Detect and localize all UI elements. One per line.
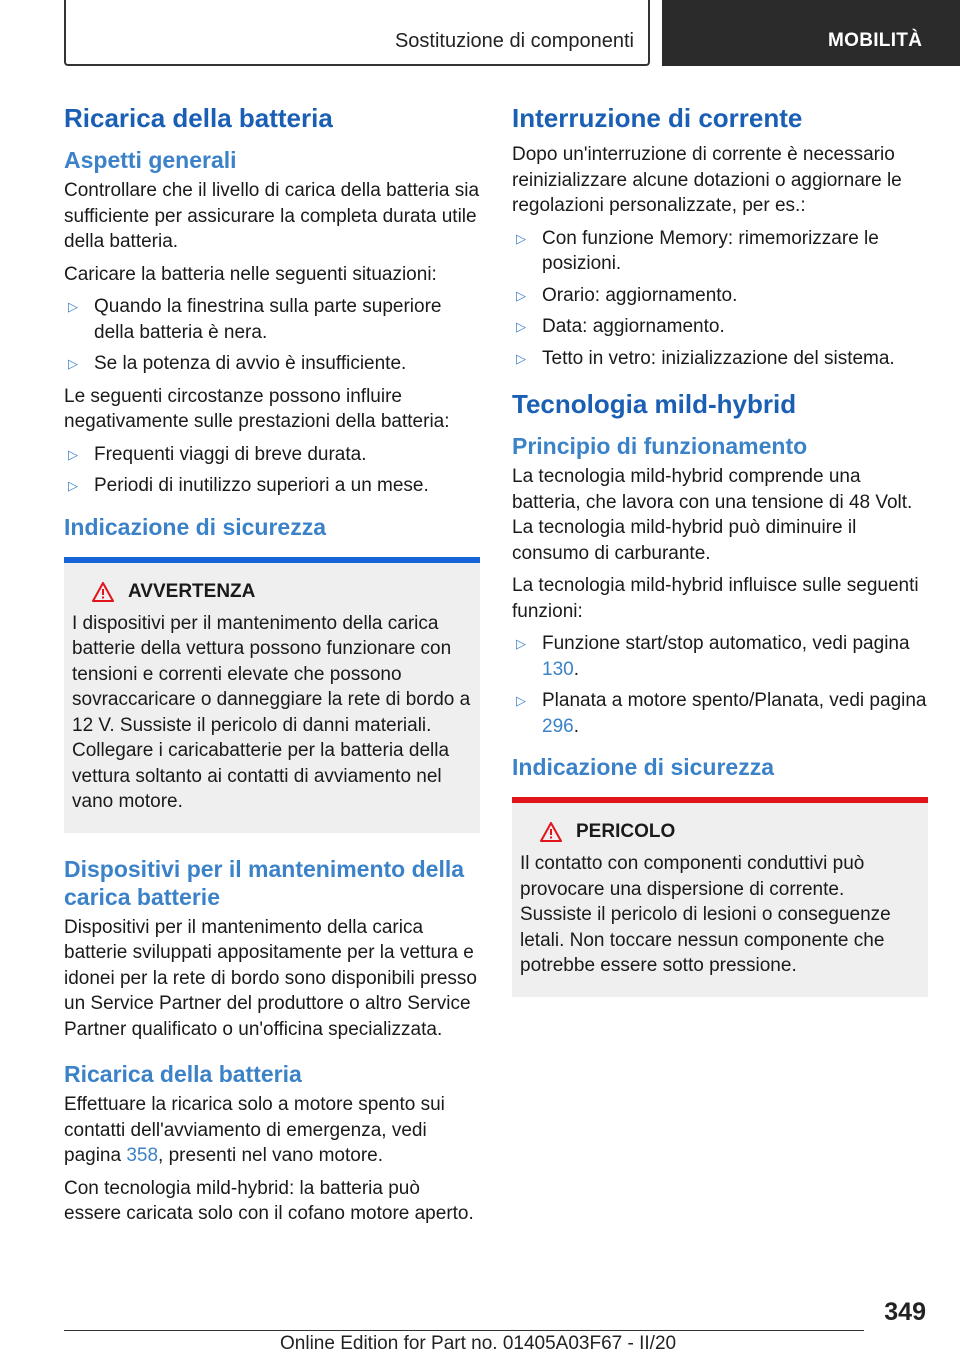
paragraph: Le seguenti circostanze possono influire negativamente sulle prestazioni della batteria: bbox=[64, 385, 450, 433]
list-item: ▷ Frequenti viaggi di breve durata. bbox=[64, 442, 480, 468]
triangle-bullet-icon: ▷ bbox=[516, 287, 526, 303]
paragraph: Effettuare la ricarica solo a motore spento sui contatti dell'avviamento di emergenza, vedi pagina 358, presenti nel vano motore. bbox=[64, 1094, 445, 1167]
page-link[interactable]: 296 bbox=[542, 715, 574, 737]
warning-triangle-icon bbox=[92, 582, 114, 602]
section-title-mild-hybrid: Tecnologia mild-hybrid bbox=[512, 389, 797, 420]
warning-text: I dispositivi per il mantenimento della carica batterie della vettura possono funzionare con tensioni e correnti elevate che possono sovraccaricare o danneggiare la rete di bordo a 12 V. Sussiste il pericolo di danni materiali. Collegare i caricabatterie per la batteria della vettura soltanto ai contatti di avviamento nel vano motore. bbox=[72, 612, 471, 813]
paragraph: Dispositivi per il mantenimento della carica batterie sviluppati appositamente per la vettura e idonei per la rete di bordo sono disponibili presso un Service Partner del produttore o altro Service Partner qualificato o un'officina specializzata. bbox=[64, 916, 477, 1040]
danger-text: Il contatto con componenti conduttivi può provocare una dispersione di corrente. Sussiste il pericolo di lesioni o conseguenze letali. Non toccare nessun componente che potrebbe essere sotto pressione. bbox=[520, 853, 891, 977]
triangle-bullet-icon: ▷ bbox=[516, 350, 526, 366]
subsection-safety: Indicazione di sicurezza bbox=[64, 513, 327, 540]
list-item: ▷ Data: aggiornamento. bbox=[512, 314, 928, 340]
page-link[interactable]: 358 bbox=[126, 1145, 159, 1167]
left-column bbox=[64, 100, 480, 1234]
warning-heading: AVVERTENZA bbox=[72, 581, 472, 603]
paragraph: La tecnologia mild-hybrid comprende una batteria, che lavora con una tensione di 48 Volt. La tecnologia mild-hybrid può diminuire il consumo di carburante. bbox=[512, 466, 913, 564]
bullet-list bbox=[64, 294, 480, 377]
warning-box bbox=[64, 557, 480, 833]
page-link[interactable]: 130 bbox=[542, 658, 574, 680]
section-title-battery-charging: Ricarica della batteria bbox=[64, 103, 333, 133]
subsection-principle: Principio di funzionamento bbox=[512, 433, 808, 460]
triangle-bullet-icon: ▷ bbox=[68, 356, 78, 372]
warning-triangle-icon bbox=[540, 822, 562, 842]
list-item: ▷ Se la potenza di avvio è insufficiente. bbox=[64, 351, 480, 377]
footer-divider bbox=[64, 1330, 864, 1331]
subsection-general: Aspetti generali bbox=[64, 147, 237, 174]
paragraph: Con tecnologia mild-hybrid: la batteria può essere caricata solo con il cofano motore aperto. bbox=[64, 1177, 474, 1225]
list-item: ▷ Quando la finestrina sulla parte superiore della batteria è nera. bbox=[68, 296, 442, 343]
section-title-power-interruption: Interruzione di corrente bbox=[512, 103, 803, 133]
page-header bbox=[0, 0, 960, 66]
subsection-safety: Indicazione di sicurezza bbox=[512, 754, 775, 781]
header-chapter-title: MOBILITÀ bbox=[828, 30, 923, 51]
bullet-list bbox=[64, 442, 480, 499]
subsection-charging: Ricarica della batteria bbox=[64, 1061, 302, 1088]
header-section-box bbox=[64, 0, 650, 66]
paragraph: Dopo un'interruzione di corrente è necessario reinizializzare alcune dotazioni o aggiornare le regolazioni personalizzate, per es.: bbox=[512, 144, 902, 217]
triangle-bullet-icon: ▷ bbox=[516, 636, 526, 652]
triangle-bullet-icon: ▷ bbox=[516, 693, 526, 709]
paragraph: La tecnologia mild-hybrid influisce sulle seguenti funzioni: bbox=[512, 575, 919, 622]
bullet-list bbox=[512, 631, 928, 739]
bullet-list bbox=[512, 226, 928, 372]
subsection-maintenance-devices: Dispositivi per il mantenimento della carica batterie bbox=[64, 855, 465, 910]
list-item: ▷ Con funzione Memory: rimemorizzare le posizioni. bbox=[516, 227, 879, 275]
header-chapter-box bbox=[662, 0, 960, 66]
triangle-bullet-icon: ▷ bbox=[68, 478, 78, 494]
triangle-bullet-icon: ▷ bbox=[68, 446, 78, 462]
list-item: ▷ Tetto in vetro: inizializzazione del sistema. bbox=[512, 346, 928, 372]
triangle-bullet-icon: ▷ bbox=[68, 299, 78, 315]
footer-edition: Online Edition for Part no. 01405A03F67 - II/20 bbox=[280, 1333, 677, 1354]
triangle-bullet-icon: ▷ bbox=[516, 230, 526, 246]
paragraph: Caricare la batteria nelle seguenti situazioni: bbox=[64, 263, 437, 285]
header-section-title: Sostituzione di componenti bbox=[394, 30, 634, 52]
page-number: 349 bbox=[884, 1298, 926, 1326]
right-column bbox=[512, 100, 928, 1011]
triangle-bullet-icon: ▷ bbox=[516, 319, 526, 335]
paragraph: Controllare che il livello di carica della batteria sia sufficiente per assicurare la completa durata utile della batteria. bbox=[64, 180, 480, 253]
danger-box bbox=[512, 797, 928, 997]
danger-heading: PERICOLO bbox=[520, 821, 920, 843]
list-item: ▷ Orario: aggiornamento. bbox=[512, 283, 928, 309]
list-item: ▷ Periodi di inutilizzo superiori a un mese. bbox=[64, 473, 480, 499]
list-item: ▷ Planata a motore spento/Planata, vedi pagina 296. bbox=[516, 690, 927, 737]
list-item: ▷ Funzione start/stop automatico, vedi pagina 130. bbox=[516, 633, 910, 680]
